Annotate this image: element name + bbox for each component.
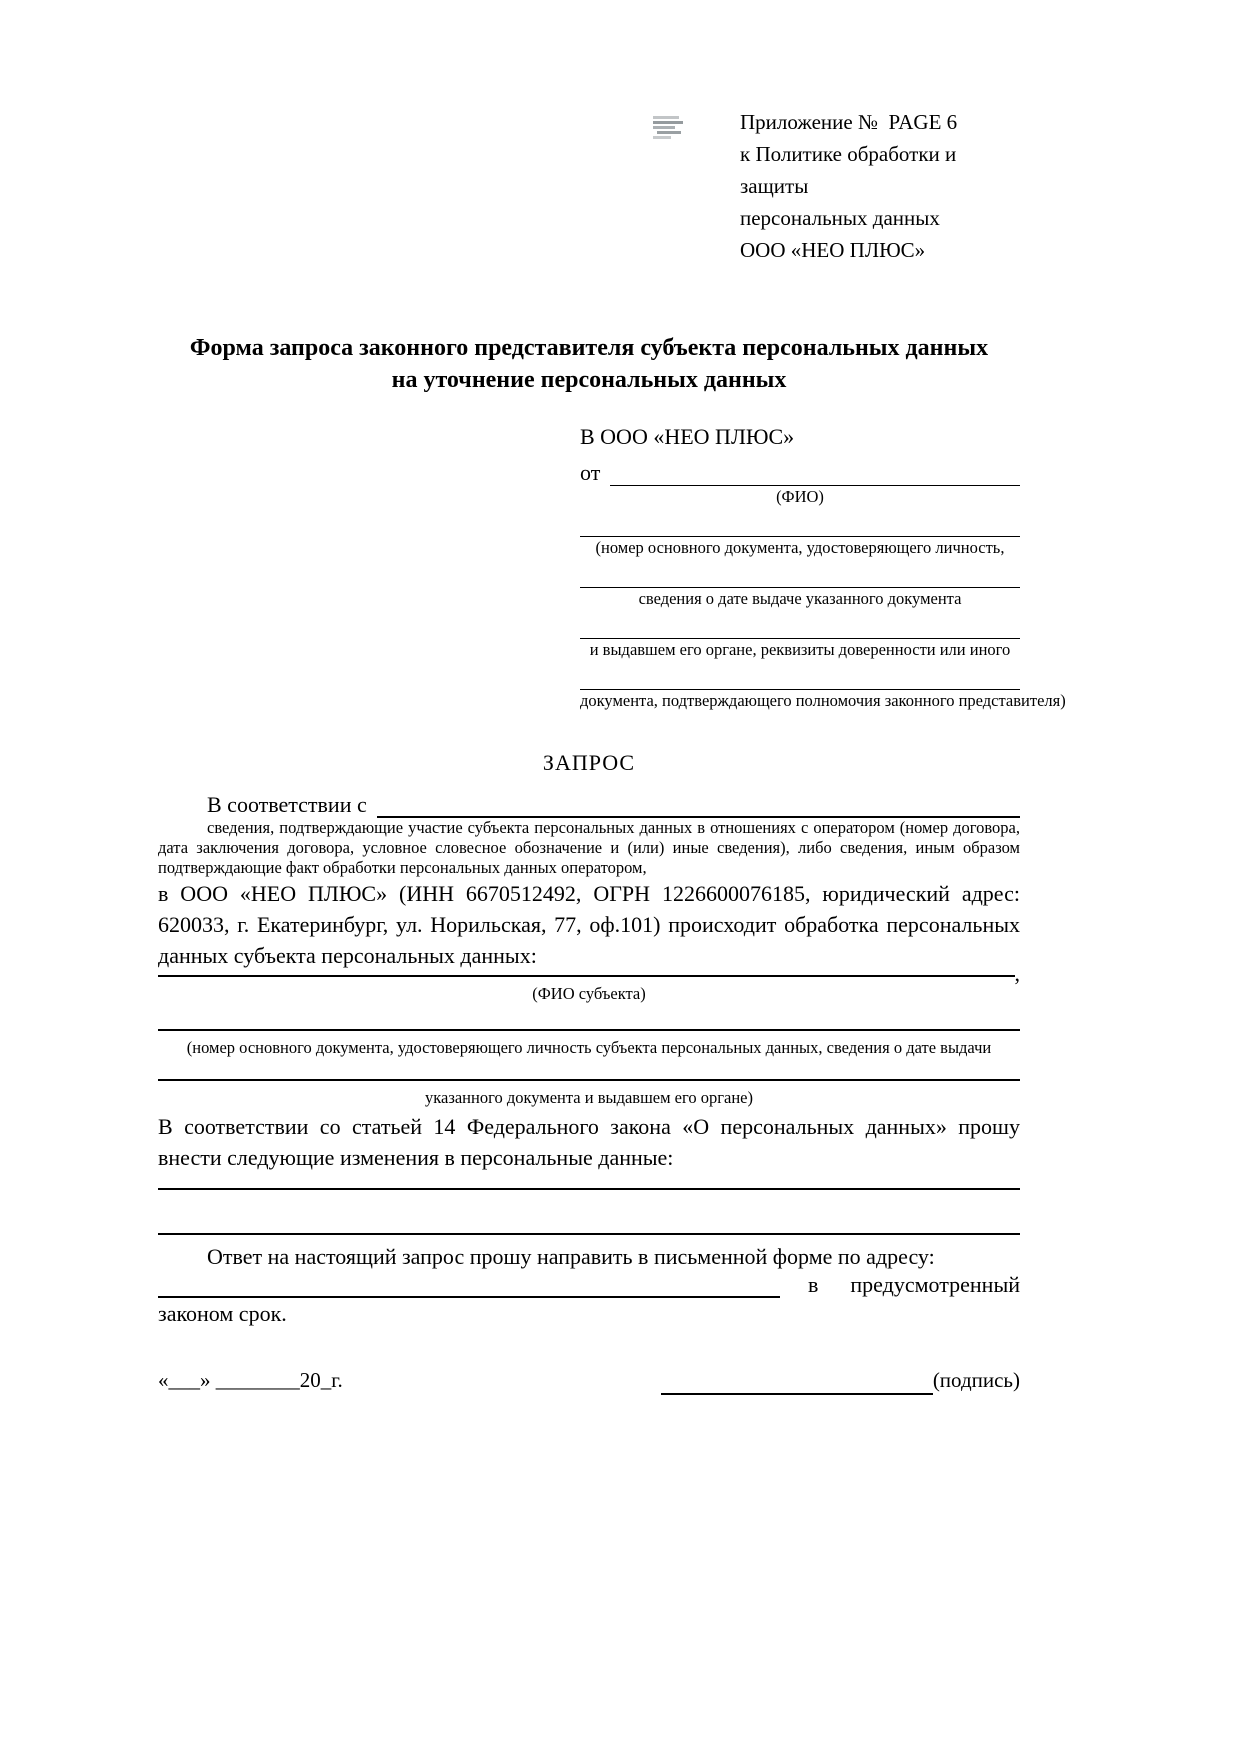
- response-word-in: в: [808, 1272, 819, 1297]
- addressee-company: В ООО «НЕО ПЛЮС»: [580, 424, 795, 449]
- signature-caption: (подпись): [932, 1368, 1020, 1392]
- subject-document-caption: (номер основного документа, удостоверяющего личность субъекта персональных данных, сведения о дате выдачи: [186, 1038, 992, 1057]
- subject-document-issuer-caption: указанного документа и выдавшем его органе): [425, 1088, 753, 1107]
- changes-blank-field-1: [158, 1188, 1020, 1190]
- power-of-attorney-blank-field: [580, 661, 1020, 690]
- subject-name-row: [158, 961, 1020, 986]
- signature-footer: [158, 1365, 1020, 1395]
- response-intro: Ответ на настоящий запрос прошу направить в письменной форме по адресу:: [207, 1244, 935, 1269]
- accordance-row: [158, 792, 1020, 818]
- contract-details-caption: сведения, подтверждающие участие субъекта персональных данных в отношениях с оператором (номер договора, дата заключения договора, условное словесное обозначение и (или) иные сведения), либо сведения, иным образом подтверждающие факт обработки персональных данных оператором,: [158, 818, 1020, 877]
- representative-document-blank-field: [580, 508, 1020, 537]
- issuing-authority-caption: и выдавшем его органе, реквизиты доверенности или иного: [589, 640, 1011, 659]
- document-issue-date-caption: сведения о дате выдаче указанного документа: [638, 589, 962, 608]
- policy-reference-line-1: к Политике обработки и защиты: [740, 142, 957, 198]
- from-label: от: [580, 460, 601, 485]
- form-title: [158, 332, 1020, 396]
- request-heading: ЗАПРОС: [542, 750, 636, 775]
- signature-group: [661, 1365, 1020, 1395]
- fio-caption: (ФИО): [776, 487, 824, 506]
- header-text-block: [740, 106, 1020, 266]
- policy-reference-line-2: персональных данных: [740, 206, 940, 230]
- operator-paragraph: в ООО «НЕО ПЛЮС» (ИНН 6670512492, ОГРН 1226600076185, юридический адрес: 620033, г. Екатеринбург, ул. Норильская, 77, оф.101) происходит обработка персональных данных субъекта персональных данных:: [158, 881, 1020, 968]
- document-header: [158, 106, 1020, 266]
- addressee-block: [580, 422, 1066, 712]
- form-title-line-2: на уточнение персональных данных: [391, 367, 787, 393]
- response-word-term: предусмотренный: [850, 1272, 1020, 1297]
- response-address-row: [158, 1272, 1020, 1298]
- subject-fio-caption: (ФИО субъекта): [532, 984, 646, 1003]
- form-title-line-1: Форма запроса законного представителя субъекта персональных данных: [189, 335, 989, 361]
- subject-document-issuer-blank-field: [158, 1059, 1020, 1081]
- subject-name-blank-field: [158, 975, 1015, 977]
- subject-name-trailing-comma: ,: [1014, 961, 1020, 986]
- response-tail: законом срок.: [158, 1301, 287, 1326]
- power-of-attorney-caption: документа, подтверждающего полномочия законного представителя): [580, 691, 1066, 710]
- signature-blank-field: [661, 1369, 933, 1395]
- accordance-prefix: В соответствии с: [207, 792, 367, 817]
- company-name: ООО «НЕО ПЛЮС»: [740, 238, 926, 262]
- date-blank-line: «___» ________20_г.: [158, 1368, 343, 1392]
- field-code-marker-icon: [653, 114, 683, 142]
- from-row: [580, 452, 1020, 486]
- subject-document-blank-field: [158, 1005, 1020, 1031]
- issuing-authority-blank-field: [580, 610, 1020, 639]
- response-paragraph: [158, 1241, 1020, 1329]
- appendix-number-line: Приложение № PAGE 6: [740, 110, 958, 134]
- document-number-caption: (номер основного документа, удостоверяющего личность,: [595, 538, 1005, 557]
- changes-blank-field-2: [158, 1233, 1020, 1235]
- document-issue-date-blank-field: [580, 559, 1020, 588]
- article-14-paragraph: В соответствии со статьей 14 Федерального закона «О персональных данных» прошу внести следующие изменения в персональные данные:: [158, 1114, 1020, 1170]
